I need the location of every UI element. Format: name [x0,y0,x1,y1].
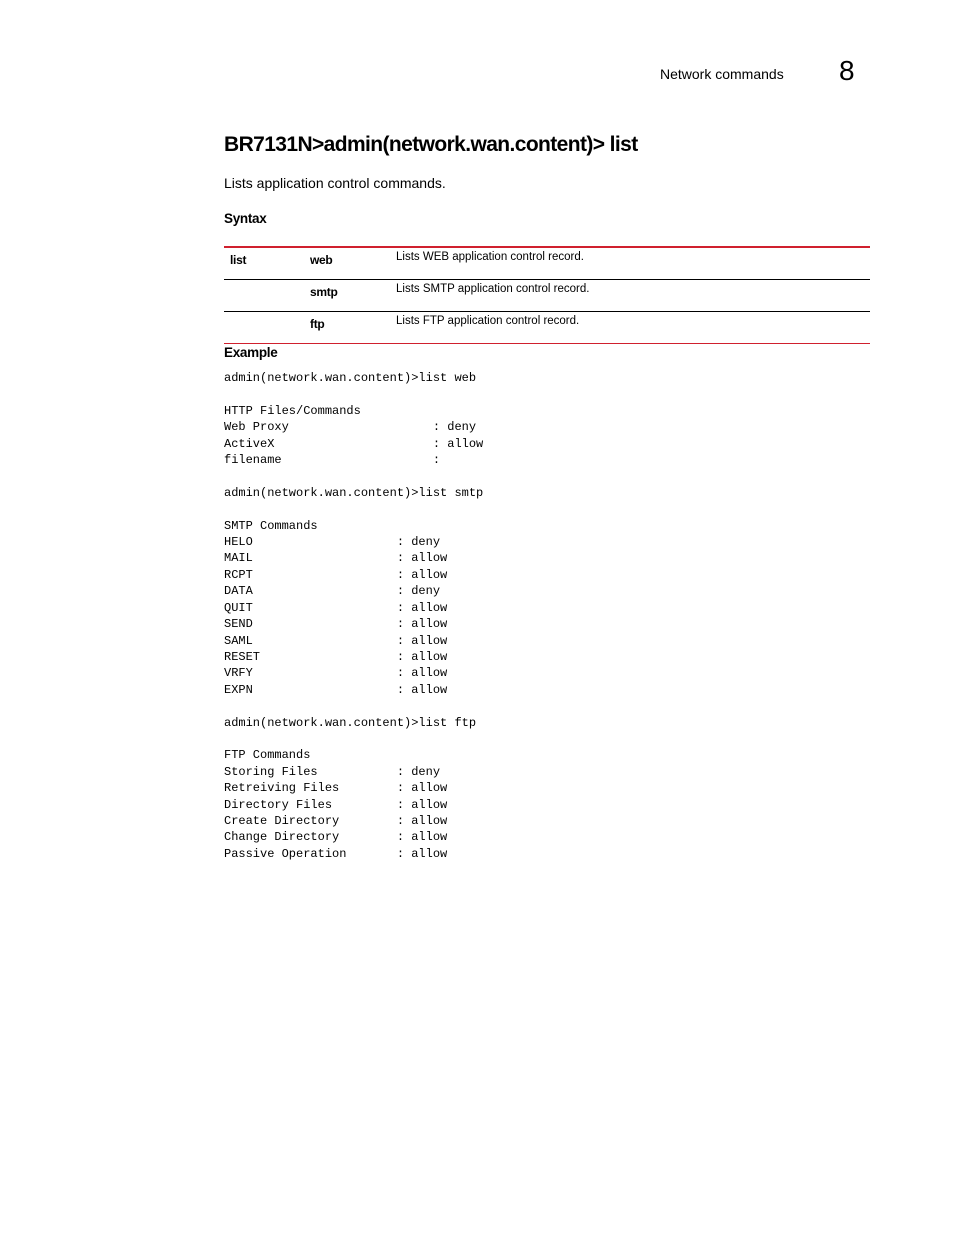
page-title: BR7131N>admin(network.wan.content)> list [224,133,638,156]
syntax-description: Lists WEB application control record. [396,251,584,263]
syntax-row [224,247,870,280]
chapter-number: 8 [839,55,855,86]
syntax-option: web [310,253,333,267]
example-code-block: admin(network.wan.content)>list web HTTP Files/Commands Web Proxy : deny ActiveX : allow filename : admin(network.wan.content)>list smtp SMTP Commands HELO : deny MAIL : allow RCPT : allow DATA : deny QUIT : allow SEND : allow SAML : allow RESET : allow VRFY : allow EXPN : allow admin(network.wan.content)>list ftp FTP Commands Storing Files : deny Retreiving Files : allow Directory Files : allow Create Directory : allow Change Directory : allow Passive Operation : allow [224,371,484,861]
syntax-command [224,280,310,312]
syntax-option: ftp [310,312,396,344]
example-heading: Example [224,345,278,360]
syntax-command: list [230,253,247,267]
syntax-heading: Syntax [224,211,267,226]
syntax-description: Lists FTP application control record. [396,312,870,344]
syntax-table [224,246,870,344]
syntax-option: smtp [310,280,396,312]
syntax-description: Lists SMTP application control record. [396,280,870,312]
command-description: Lists application control commands. [224,175,446,191]
syntax-row [224,280,870,312]
running-header: Network commands [660,66,784,82]
syntax-row [224,312,870,344]
syntax-command [224,312,310,344]
